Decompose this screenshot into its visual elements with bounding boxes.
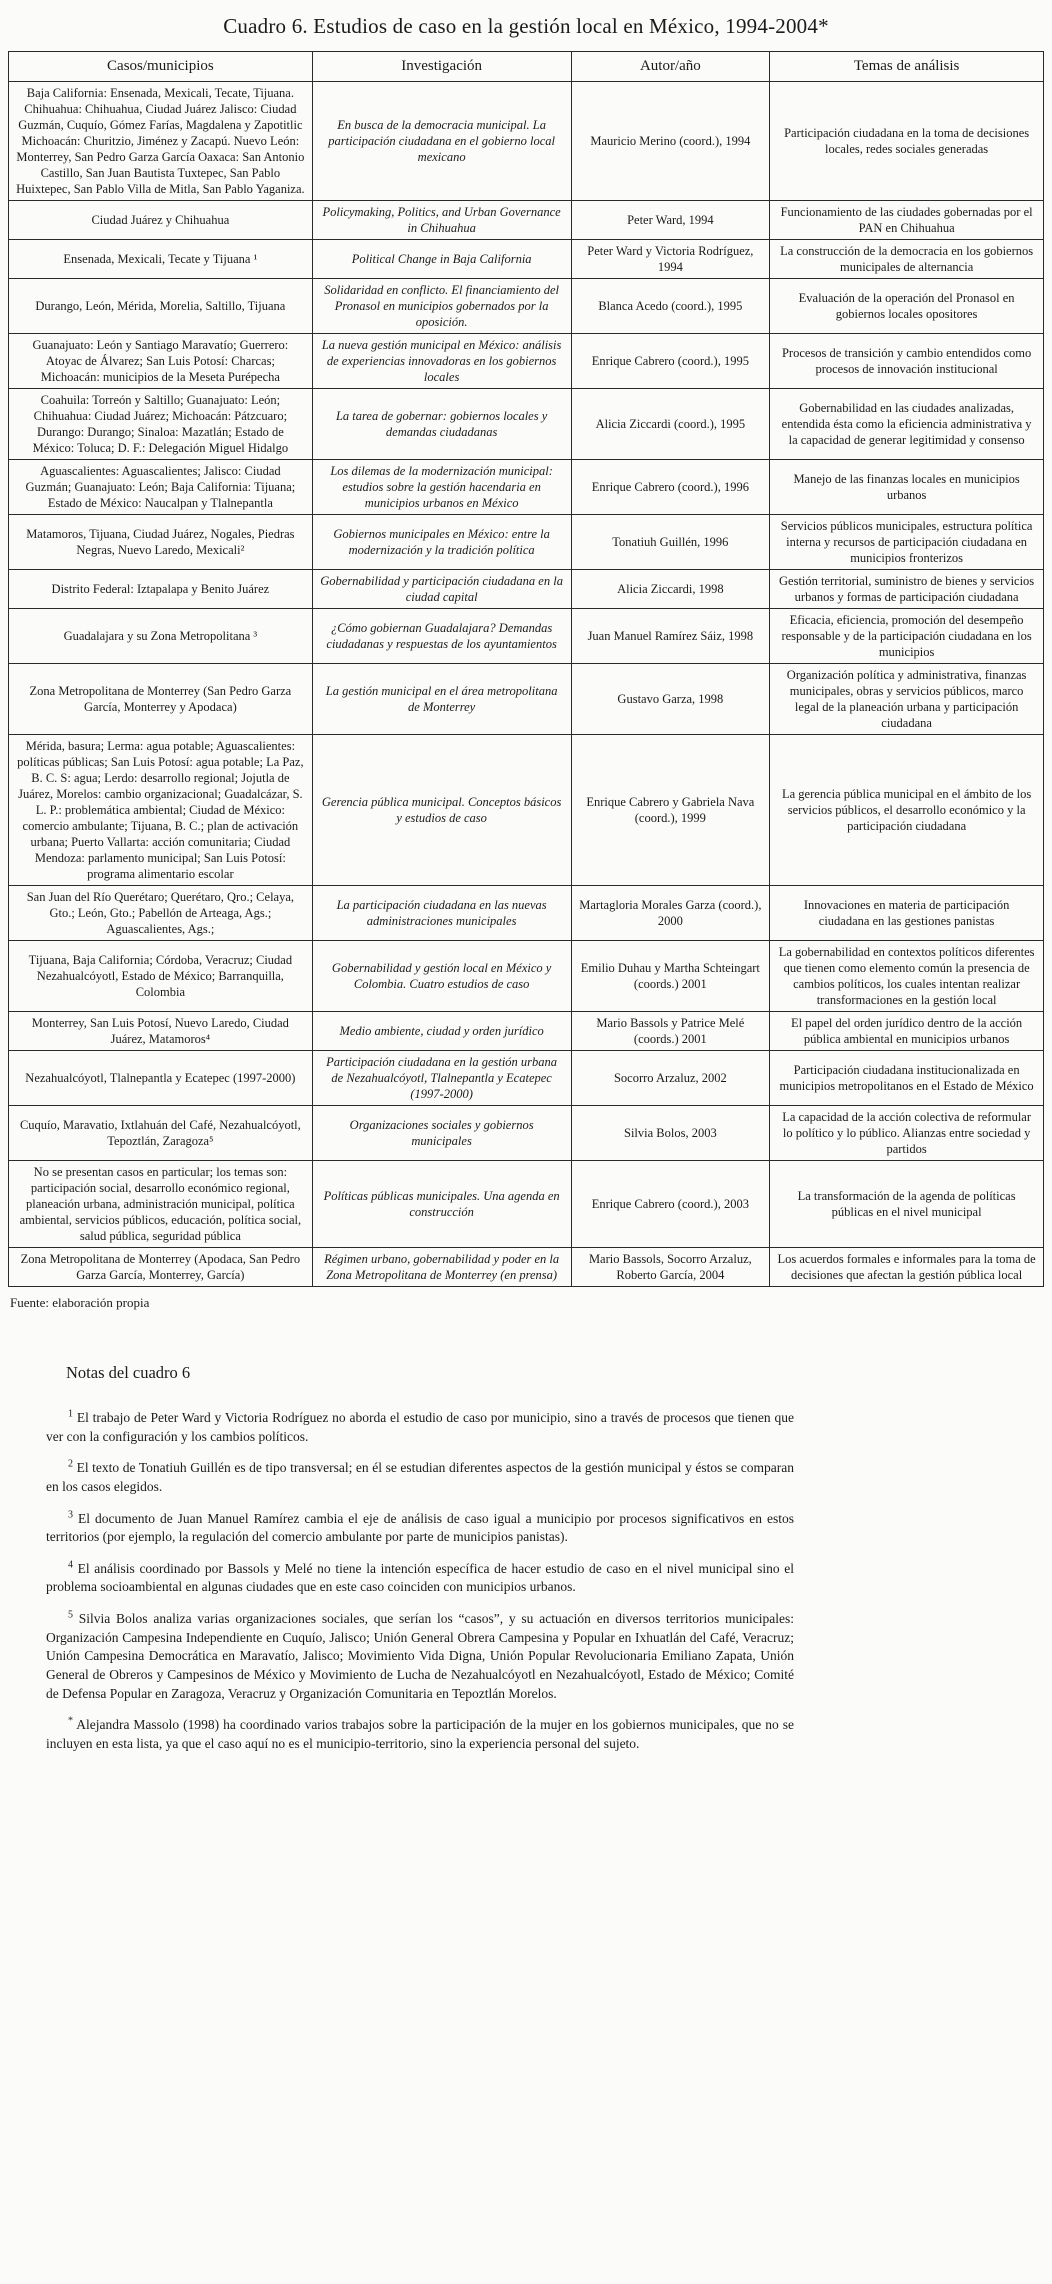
autor-cell: Socorro Arzaluz, 2002 xyxy=(571,1051,770,1106)
casos-cell: Baja California: Ensenada, Mexicali, Tecate, Tijuana. Chihuahua: Chihuahua, Ciudad Juárez Jalisco: Ciudad Guzmán, Cuquío, Gómez Farías, Magdalena y Zapotitlic Michoacán: Churitzio, Jiménez y Zacapú. Nuevo León: Monterrey, San Pedro Garza García Oaxaca: San Antonio Castillo, San Juan Bautista Tuxtepec, San Pablo Huixtepec, San Pablo Villa de Mitla, San Pablo Yaganiza. xyxy=(9,82,313,201)
casos-cell: Zona Metropolitana de Monterrey (San Pedro Garza García, Monterrey y Apodaca) xyxy=(9,664,313,735)
investigacion-cell: En busca de la democracia municipal. La participación ciudadana en el gobierno local mexicano xyxy=(312,82,571,201)
autor-cell: Alicia Ziccardi, 1998 xyxy=(571,570,770,609)
temas-cell: Gobernabilidad en las ciudades analizadas, entendida ésta como la eficiencia administrativa y la capacidad de generar legitimidad y consenso xyxy=(770,389,1044,460)
casos-cell: Monterrey, San Luis Potosí, Nuevo Laredo, Ciudad Juárez, Matamoros⁴ xyxy=(9,1012,313,1051)
header-investigacion: Investigación xyxy=(312,52,571,82)
table-row xyxy=(9,279,1044,334)
table-row xyxy=(9,570,1044,609)
autor-cell: Enrique Cabrero (coord.), 1995 xyxy=(571,334,770,389)
table-row xyxy=(9,664,1044,735)
table-row xyxy=(9,1051,1044,1106)
investigacion-cell: Participación ciudadana en la gestión urbana de Nezahualcóyotl, Tlalnepantla y Ecatepec (1997-2000) xyxy=(312,1051,571,1106)
casos-cell: No se presentan casos en particular; los temas son: participación social, desarrollo económico regional, planeación urbana, administración municipal, política ambiental, servicios públicos, educación, política social, salud pública, seguridad pública xyxy=(9,1161,313,1248)
investigacion-cell: Régimen urbano, gobernabilidad y poder en la Zona Metropolitana de Monterrey (en prensa) xyxy=(312,1248,571,1287)
autor-cell: Mauricio Merino (coord.), 1994 xyxy=(571,82,770,201)
casos-cell: San Juan del Río Querétaro; Querétaro, Qro.; Celaya, Gto.; León, Gto.; Pabellón de Arteaga, Ags.; Aguascalientes, Ags.; xyxy=(9,886,313,941)
table-body xyxy=(9,82,1044,1287)
casos-cell: Distrito Federal: Iztapalapa y Benito Juárez xyxy=(9,570,313,609)
temas-cell: El papel del orden jurídico dentro de la acción pública ambiental en municipios urbanos xyxy=(770,1012,1044,1051)
page-title: Cuadro 6. Estudios de caso en la gestión local en México, 1994-2004* xyxy=(223,14,829,38)
investigacion-cell: La participación ciudadana en las nuevas administraciones municipales xyxy=(312,886,571,941)
casos-cell: Guadalajara y su Zona Metropolitana ³ xyxy=(9,609,313,664)
temas-cell: Innovaciones en materia de participación ciudadana en las gestiones panistas xyxy=(770,886,1044,941)
autor-cell: Mario Bassols, Socorro Arzaluz, Roberto García, 2004 xyxy=(571,1248,770,1287)
casos-cell: Matamoros, Tijuana, Ciudad Juárez, Nogales, Piedras Negras, Nuevo Laredo, Mexicali² xyxy=(9,515,313,570)
investigacion-cell: Gobernabilidad y gestión local en México y Colombia. Cuatro estudios de caso xyxy=(312,941,571,1012)
investigacion-cell: Gobiernos municipales en México: entre la modernización y la tradición política xyxy=(312,515,571,570)
temas-cell: Gestión territorial, suministro de bienes y servicios urbanos y formas de participación ciudadana xyxy=(770,570,1044,609)
autor-cell: Gustavo Garza, 1998 xyxy=(571,664,770,735)
temas-cell: La capacidad de la acción colectiva de reformular lo político y lo público. Alianzas entre sociedad y partidos xyxy=(770,1106,1044,1161)
note-marker: 5 xyxy=(68,1609,73,1621)
note-text: El trabajo de Peter Ward y Victoria Rodríguez no aborda el estudio de caso por municipio, sino a través de procesos que tienen que ver con la configuración y los cambios políticos. xyxy=(46,1410,794,1444)
source-note: Fuente: elaboración propia xyxy=(10,1295,150,1310)
temas-cell: Los acuerdos formales e informales para la toma de decisiones que afectan la gestión pública local xyxy=(770,1248,1044,1287)
investigacion-cell: La gestión municipal en el área metropolitana de Monterrey xyxy=(312,664,571,735)
temas-cell: La gerencia pública municipal en el ámbito de los servicios públicos, el desarrollo económico y la participación ciudadana xyxy=(770,735,1044,886)
investigacion-cell: Gobernabilidad y participación ciudadana en la ciudad capital xyxy=(312,570,571,609)
case-studies-table xyxy=(8,51,1044,1287)
temas-cell: Participación ciudadana en la toma de decisiones locales, redes sociales generadas xyxy=(770,82,1044,201)
note-item xyxy=(46,1409,794,1446)
note-text: El documento de Juan Manuel Ramírez cambia el eje de análisis de caso igual a municipio por procesos significativos en estos territorios (por ejemplo, la regulación del comercio ambulante por parte de municipios panistas). xyxy=(46,1510,794,1545)
autor-cell: Enrique Cabrero (coord.), 2003 xyxy=(571,1161,770,1248)
note-item xyxy=(46,1560,794,1597)
header-casos-municipios: Casos/municipios xyxy=(9,52,313,82)
temas-cell: La gobernabilidad en contextos políticos diferentes que tienen como elemento común la presencia de cambios políticos, los cuales intentan realizar transformaciones en la gestión local xyxy=(770,941,1044,1012)
table-row xyxy=(9,1248,1044,1287)
autor-cell: Enrique Cabrero y Gabriela Nava (coord.), 1999 xyxy=(571,735,770,886)
note-marker: 3 xyxy=(68,1509,73,1520)
temas-cell: Participación ciudadana institucionalizada en municipios metropolitanos en el Estado de México xyxy=(770,1051,1044,1106)
note-text: Silvia Bolos analiza varias organizaciones sociales, que serían los “casos”, y su actuación en diversos territorios municipales: Organización Campesina Independiente en Cuquío, Jalisco; Unión General Obrera Campesina y Popular en Ixhuatlán del Café, Veracruz; Unión Campesina Democrática en Maravatío, Jalisco; Movimiento Vida Digna, Unión Popular Revolucionaria Emiliano Zapata, Unión General de Obreros y Campesinos de México y Movimiento de Lucha de Nezahualcóyotl en Nezahualcóyotl, Estado de México; Comité de Defensa Popular en Zaragoza, Veracruz y Organización Comunitaria en Tepoztlán Morelos. xyxy=(46,1611,794,1701)
table-row xyxy=(9,515,1044,570)
casos-cell: Cuquío, Maravatio, Ixtlahuán del Café, Nezahualcóyotl, Tepoztlán, Zaragoza⁵ xyxy=(9,1106,313,1161)
note-marker: * xyxy=(68,1715,73,1727)
header-temas-analisis: Temas de análisis xyxy=(770,52,1044,82)
temas-cell: Eficacia, eficiencia, promoción del desempeño responsable y de la participación ciudadana en los municipios xyxy=(770,609,1044,664)
temas-cell: Manejo de las finanzas locales en municipios urbanos xyxy=(770,460,1044,515)
investigacion-cell: Los dilemas de la modernización municipal: estudios sobre la gestión hacendaria en municipios urbanos en México xyxy=(312,460,571,515)
table-row xyxy=(9,1106,1044,1161)
investigacion-cell: Political Change in Baja California xyxy=(312,240,571,279)
table-row xyxy=(9,201,1044,240)
table-row xyxy=(9,735,1044,886)
casos-cell: Ciudad Juárez y Chihuahua xyxy=(9,201,313,240)
note-text: El texto de Tonatiuh Guillén es de tipo transversal; en él se estudian diferentes aspectos de la gestión municipal y éstos se comparan en los casos elegidos. xyxy=(46,1460,794,1494)
table-row xyxy=(9,240,1044,279)
temas-cell: La transformación de la agenda de políticas públicas en el nivel municipal xyxy=(770,1161,1044,1248)
investigacion-cell: Organizaciones sociales y gobiernos municipales xyxy=(312,1106,571,1161)
casos-cell: Aguascalientes: Aguascalientes; Jalisco: Ciudad Guzmán; Guanajuato: León; Baja California: Tijuana; Estado de México: Naucalpan y Tlalnepantla xyxy=(9,460,313,515)
notes-list xyxy=(46,1409,794,1753)
autor-cell: Peter Ward y Victoria Rodríguez, 1994 xyxy=(571,240,770,279)
note-marker: 2 xyxy=(68,1458,73,1470)
note-marker: 1 xyxy=(68,1408,73,1420)
note-item xyxy=(46,1459,794,1496)
investigacion-cell: Solidaridad en conflicto. El financiamiento del Pronasol en municipios gobernados por la oposición. xyxy=(312,279,571,334)
table-row xyxy=(9,389,1044,460)
table-header xyxy=(9,52,1044,82)
autor-cell: Juan Manuel Ramírez Sáiz, 1998 xyxy=(571,609,770,664)
temas-cell: La construcción de la democracia en los gobiernos municipales de alternancia xyxy=(770,240,1044,279)
autor-cell: Blanca Acedo (coord.), 1995 xyxy=(571,279,770,334)
temas-cell: Servicios públicos municipales, estructura política interna y recursos de participación ciudadana en municipios fronterizos xyxy=(770,515,1044,570)
autor-cell: Martagloria Morales Garza (coord.), 2000 xyxy=(571,886,770,941)
investigacion-cell: La nueva gestión municipal en México: análisis de experiencias innovadoras en los gobiernos locales xyxy=(312,334,571,389)
table-row xyxy=(9,460,1044,515)
note-text: Alejandra Massolo (1998) ha coordinado varios trabajos sobre la participación de la mujer en los gobiernos municipales, que no se incluyen en esta lista, ya que el caso aquí no es el municipio-territorio, sino la experiencia personal del sujeto. xyxy=(46,1717,794,1751)
autor-cell: Silvia Bolos, 2003 xyxy=(571,1106,770,1161)
investigacion-cell: Gerencia pública municipal. Conceptos básicos y estudios de caso xyxy=(312,735,571,886)
table-row xyxy=(9,82,1044,201)
investigacion-cell: ¿Cómo gobiernan Guadalajara? Demandas ciudadanas y respuestas de los ayuntamientos xyxy=(312,609,571,664)
casos-cell: Mérida, basura; Lerma: agua potable; Aguascalientes: políticas públicas; San Luis Potosí: agua potable; La Paz, B. C. S: agua; Lerdo: desarrollo regional; Jojutla de Juárez, Morelos: cambio organizacional; Guadalcázar, S. L. P.: problemática ambiental; Ciudad de México: comercio ambulante; Tijuana, B. C.; plan de activación urbana; Puerto Vallarta: acción comunitaria; Ciudad Mendoza: parlamento municipal; San Luis Potosí: programa alimentario escolar xyxy=(9,735,313,886)
investigacion-cell: Policymaking, Politics, and Urban Governance in Chihuahua xyxy=(312,201,571,240)
notes-heading: Notas del cuadro 6 xyxy=(66,1363,191,1382)
autor-cell: Tonatiuh Guillén, 1996 xyxy=(571,515,770,570)
table-row xyxy=(9,609,1044,664)
casos-cell: Zona Metropolitana de Monterrey (Apodaca, San Pedro Garza García, Monterrey, García) xyxy=(9,1248,313,1287)
note-item xyxy=(46,1610,794,1703)
investigacion-cell: Políticas públicas municipales. Una agenda en construcción xyxy=(312,1161,571,1248)
autor-cell: Enrique Cabrero (coord.), 1996 xyxy=(571,460,770,515)
casos-cell: Coahuila: Torreón y Saltillo; Guanajuato: León; Chihuahua: Ciudad Juárez; Michoacán: Pátzcuaro; Durango: Durango; Sinaloa: Mazatlán; Estado de México: Toluca; D. F.: Delegación Miguel Hidalgo xyxy=(9,389,313,460)
temas-cell: Procesos de transición y cambio entendidos como procesos de innovación institucional xyxy=(770,334,1044,389)
table-row xyxy=(9,941,1044,1012)
table-header-row xyxy=(9,52,1044,82)
autor-cell: Mario Bassols y Patrice Melé (coords.) 2001 xyxy=(571,1012,770,1051)
table-row xyxy=(9,1012,1044,1051)
temas-cell: Organización política y administrativa, finanzas municipales, obras y servicios públicos, marco legal de la planeación urbana y participación ciudadana xyxy=(770,664,1044,735)
investigacion-cell: La tarea de gobernar: gobiernos locales y demandas ciudadanas xyxy=(312,389,571,460)
header-autor-ano: Autor/año xyxy=(571,52,770,82)
casos-cell: Durango, León, Mérida, Morelia, Saltillo, Tijuana xyxy=(9,279,313,334)
note-item xyxy=(46,1716,794,1753)
temas-cell: Funcionamiento de las ciudades gobernadas por el PAN en Chihuahua xyxy=(770,201,1044,240)
casos-cell: Guanajuato: León y Santiago Maravatío; Guerrero: Atoyac de Álvarez; San Luis Potosí: Charcas; Michoacán: municipios de la Meseta Purépecha xyxy=(9,334,313,389)
casos-cell: Tijuana, Baja California; Córdoba, Veracruz; Ciudad Nezahualcóyotl, Estado de México; Barranquilla, Colombia xyxy=(9,941,313,1012)
note-marker: 4 xyxy=(68,1559,73,1571)
note-text: El análisis coordinado por Bassols y Melé no tiene la intención específica de hacer estudio de caso en el nivel municipal sino el problema socioambiental en algunas ciudades que en este caso coinciden con municipios urbanos. xyxy=(46,1560,794,1595)
table-row xyxy=(9,334,1044,389)
investigacion-cell: Medio ambiente, ciudad y orden jurídico xyxy=(312,1012,571,1051)
autor-cell: Peter Ward, 1994 xyxy=(571,201,770,240)
autor-cell: Alicia Ziccardi (coord.), 1995 xyxy=(571,389,770,460)
autor-cell: Emilio Duhau y Martha Schteingart (coords.) 2001 xyxy=(571,941,770,1012)
note-item xyxy=(46,1510,794,1547)
casos-cell: Nezahualcóyotl, Tlalnepantla y Ecatepec (1997-2000) xyxy=(9,1051,313,1106)
table-row xyxy=(9,1161,1044,1248)
table-row xyxy=(9,886,1044,941)
temas-cell: Evaluación de la operación del Pronasol en gobiernos locales opositores xyxy=(770,279,1044,334)
casos-cell: Ensenada, Mexicali, Tecate y Tijuana ¹ xyxy=(9,240,313,279)
